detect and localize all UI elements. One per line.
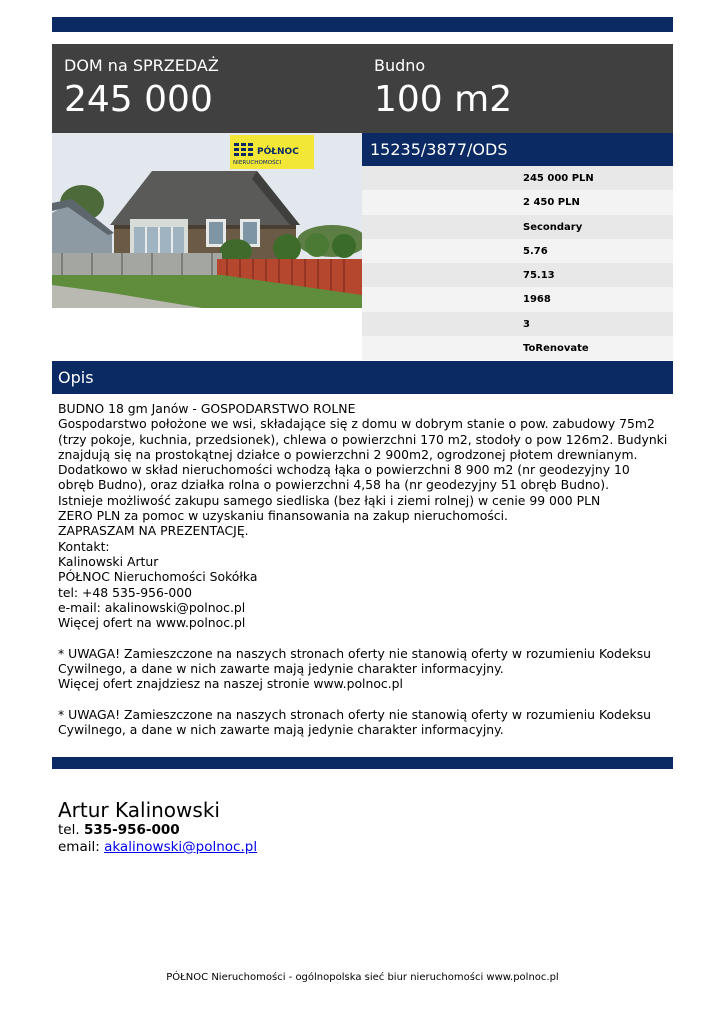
agent-name: Artur Kalinowski <box>58 798 220 822</box>
detail-row-rooms <box>362 312 673 336</box>
description-text: BUDNO 18 gm Janów - GOSPODARSTWO ROLNE Gospodarstwo położone we wsi, składające się z domu w dobrym stanie o pow. zabudowy 75m2 (trzy pokoje, kuchnia, przedsionek), chlewa o powierzchni 170 m2, stodoły o pow 126m2. Budynki znajdują się na prostokątnej działce o powierzchni 2 900m2, ogrodzonej płotem drewnianym. Dodatkowo w skład nieruchomości wchodzą łąka o powierzchni 8 900 m2 (nr geodezyjny 10 obręb Budno), oraz działka rolna o powierzchni 4,58 ha (nr geodezyjny 51 obręb Budno). Istnieje możliwość zakupu samego siedliska (bez łąki i ziemi rolnej) w cenie 99 000 PLN ZERO PLN za pomoc w uzyskaniu finansowania na zakup nieruchomości. ZAPRASZAM NA PREZENTACJĘ. Kontakt: Kalinowski Artur PÓŁNOC Nieruchomości Sokółka tel: +48 535-956-000 e-mail: akalinowski@polnoc.pl Więcej ofert na www.polnoc.pl * UWAGA! Zamieszczone na naszych stronach oferty nie stanowią oferty w rozumieniu Kodeksu Cywilnego, a dane w nich zawarte mają jedynie charakter informacyjny. Więcej ofert znajdziesz na naszej stronie www.polnoc.pl * UWAGA! Zamieszczone na naszych stronach oferty nie stanowią oferty w rozumieniu Kodeksu Cywilnego, a dane w nich zawarte mają jedynie charakter informacyjny. <box>58 401 668 738</box>
page-footer: PÓŁNOC Nieruchomości - ogólnopolska sieć biur nieruchomości www.polnoc.pl <box>166 972 559 983</box>
email-link[interactable]: akalinowski@polnoc.pl <box>104 839 258 855</box>
detail-value: 5.76 <box>523 245 548 257</box>
phone-label: tel. <box>58 822 80 838</box>
price: 245 000 <box>64 79 213 120</box>
email-label: email: <box>58 839 100 855</box>
description-header <box>52 361 673 394</box>
detail-value: 3 <box>523 318 530 330</box>
detail-value: Secondary <box>523 221 583 233</box>
detail-row-price <box>362 166 673 190</box>
city: Budno <box>374 56 426 75</box>
area: 100 m2 <box>374 79 513 120</box>
offer-id: 15235/3877/ODS <box>370 140 508 159</box>
bottom-bar <box>52 757 673 769</box>
details-table <box>362 166 673 360</box>
detail-value: 245 000 PLN <box>523 173 594 184</box>
detail-row-market <box>362 215 673 239</box>
description-title: Opis <box>58 368 94 387</box>
detail-row-year <box>362 287 673 311</box>
header-left <box>64 56 219 122</box>
agent-email-line <box>58 839 257 856</box>
detail-row-value-2 <box>362 263 673 287</box>
detail-value: 1968 <box>523 294 551 306</box>
detail-value: ToRenovate <box>523 343 589 355</box>
detail-row-condition <box>362 336 673 360</box>
header-right <box>374 56 512 122</box>
agent-phone-line <box>58 822 257 839</box>
agent-contact <box>58 798 257 856</box>
detail-row-price-per-m2 <box>362 190 673 214</box>
top-bar <box>52 17 673 32</box>
offer-id-bar <box>362 133 673 166</box>
phone-number[interactable]: 535-956-000 <box>83 822 180 838</box>
detail-row-value-1 <box>362 239 673 263</box>
property-type: DOM na SPRZEDAŻ <box>64 56 219 75</box>
detail-value: 75.13 <box>523 270 555 282</box>
property-photo <box>52 133 362 308</box>
logo-text: PÓŁNOC <box>257 147 299 157</box>
logo-subtext: NIERUCHOMOŚCI <box>233 160 282 166</box>
listing-header <box>52 44 673 133</box>
detail-value: 2 450 PLN <box>523 197 580 209</box>
